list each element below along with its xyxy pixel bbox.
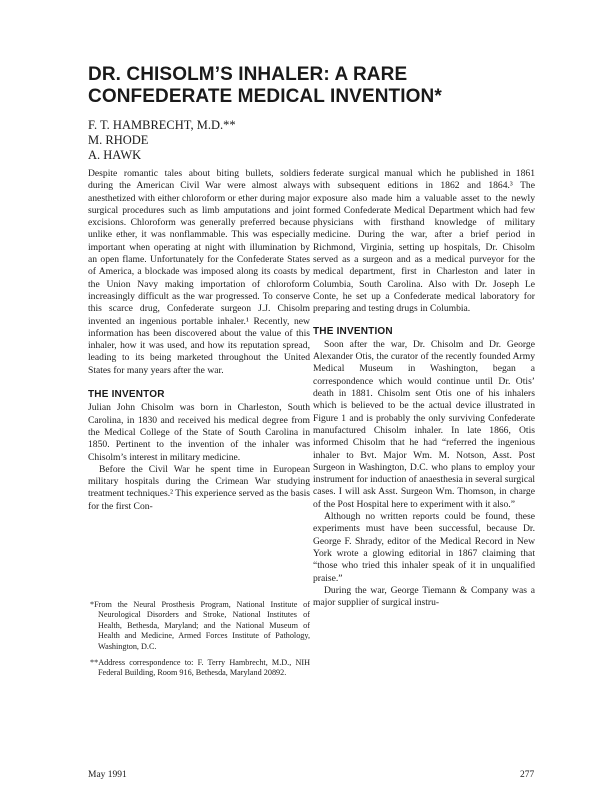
inventor-paragraph-1: Julian John Chisolm was born in Charleston, South Carolina, in 1830 and received his medical degree from the Medical College of the State of South Carolina in 1850. Pertinent to the invention of the inhaler was Chisolm’s interest in military medicine. bbox=[88, 402, 310, 463]
footnote-1: *From the Neural Prosthesis Program, National Institute of Neurological Disorders and Stroke, National Institutes of Health, Bethesda, Maryland; and the National Museum of Health and Medicine, Armed Forces Institute of Pathology, Washington, D.C. bbox=[90, 600, 310, 651]
section-heading-invention: THE INVENTION bbox=[313, 325, 393, 337]
footnotes bbox=[88, 600, 310, 685]
author-3: A. HAWK bbox=[88, 148, 142, 162]
right-column bbox=[313, 168, 535, 609]
invention-paragraph-1: Soon after the war, Dr. Chisolm and Dr. George Alexander Otis, the curator of the recently founded Army Medical Museum in Washington, began a correspondence which would continue until Dr. Otis’ death in 1881. Chisolm sent Otis one of his inhalers which is believed to be the actual device illustrated in Figure 1 and is probably the only surviving Confederate manufactured Chisolm inhaler. In late 1866, Otis informed Chisolm that he had “referred the ingenious inhaler to Bvt. Major Wm. M. Notson, Asst. Post Surgeon in Washington, D.C. who plans to employ your instrument for induction of anaesthesia in several surgical cases. I will ask Asst. Surgeon Wm. Thomson, in charge of the Post Hospital here to experiment with it also.” bbox=[313, 338, 535, 510]
footnote-2: **Address correspondence to: F. Terry Hambrecht, M.D., NIH Federal Building, Room 916, Bethesda, Maryland 20892. bbox=[90, 658, 310, 678]
footer-date: May 1991 bbox=[88, 770, 127, 780]
invention-paragraph-3: During the war, George Tiemann & Company was a major supplier of surgical instru- bbox=[313, 584, 535, 609]
section-heading-inventor: THE INVENTOR bbox=[88, 389, 165, 401]
title-line-1: DR. CHISOLM’S INHALER: A RARE bbox=[88, 64, 408, 85]
article-title bbox=[88, 64, 558, 108]
right-paragraph-1: federate surgical manual which he published in 1861 with subsequent editions in 1862 and 1864.³ The exposure also made him a valuable asset to the newly formed Confederate Medical Department which had few physicians with firsthand knowledge of military medicine. During the war, after a brief period in Richmond, Virginia, setting up hospitals, Dr. Chisolm served as a surgeon and as a medical purveyor for the medical department, first in Charleston and later in Columbia, South Carolina. Also with Dr. Joseph Le Conte, he set up a Confederate medical laboratory for preparing and testing drugs in Columbia. bbox=[313, 168, 535, 315]
author-list bbox=[88, 118, 236, 163]
page-number: 277 bbox=[520, 770, 535, 780]
intro-paragraph: Despite romantic tales about biting bullets, soldiers during the American Civil War were almost always anesthetized with either chloroform or ether during major surgical procedures such as limb amputations and joint excisions. Chloroform was generally preferred because unlike ether, it was nonflammable. This was especially important when operating at night with illumination by an open flame. Unfortunately for the Confederate States of America, a blockade was imposed along its coasts by the Union Navy making importation of chloroform increasingly difficult as the war progressed. To conserve this scarce drug, Confederate surgeon J.J. Chisolm invented an ingenious portable inhaler.¹ Recently, new information has been discovered about the value of this inhaler, how it was used, and how its reputation spread, leading to its being marketed throughout the United States for many years after the war. bbox=[88, 168, 310, 376]
title-line-2: CONFEDERATE MEDICAL INVENTION* bbox=[88, 86, 442, 107]
invention-paragraph-2: Although no written reports could be found, these experiments must have been successful, because Dr. George F. Shrady, editor of the Medical Record in New York wrote a glowing editorial in 1867 claiming that “those who tried this inhaler speak of it in unqualified praise.” bbox=[313, 511, 535, 584]
author-2: M. RHODE bbox=[88, 133, 149, 147]
inventor-paragraph-2: Before the Civil War he spent time in European military hospitals during the Crimean War studying treatment techniques.² This experience served as the basis for the first Con- bbox=[88, 463, 310, 512]
author-1: F. T. HAMBRECHT, M.D.** bbox=[88, 118, 236, 132]
left-column bbox=[88, 168, 310, 513]
